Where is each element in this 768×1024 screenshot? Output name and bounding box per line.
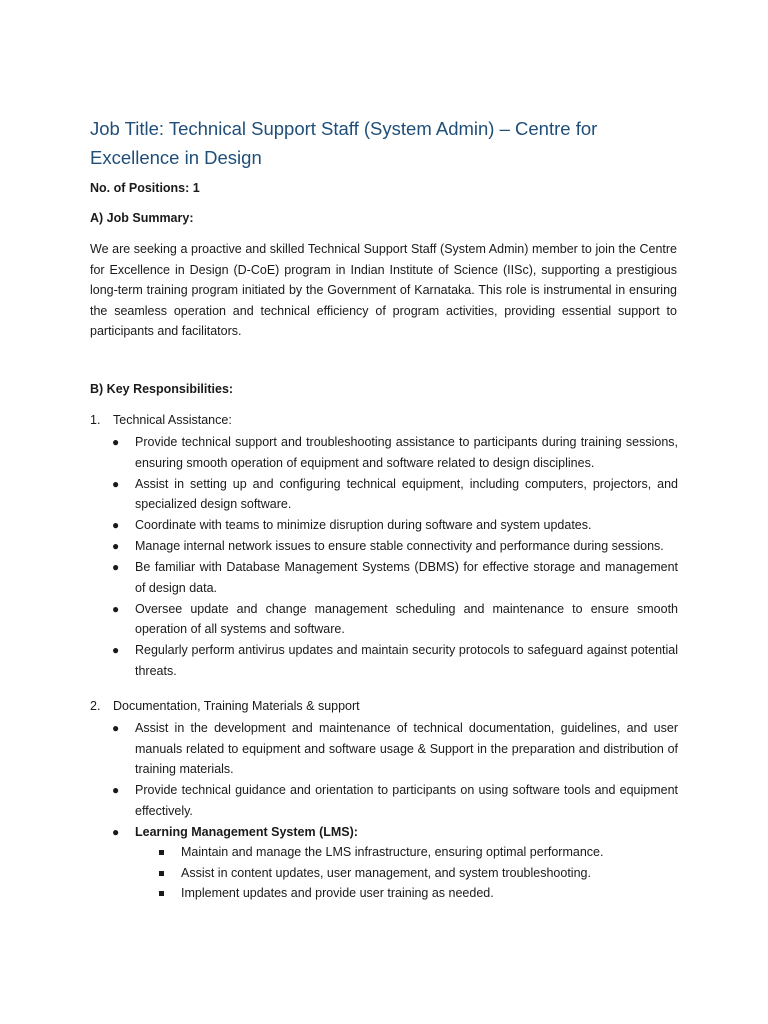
section-2-number: 2.	[90, 699, 101, 713]
section-1-bullet-list	[112, 432, 678, 682]
list-item: ● Regularly perform antivirus updates and maintain security protocols to safeguard against potential threats.	[112, 640, 678, 681]
list-item: Assist in content updates, user management, and system troubleshooting.	[158, 863, 678, 884]
list-item: ● Manage internal network issues to ensure stable connectivity and performance during sessions.	[112, 536, 678, 557]
bullet-icon: ●	[112, 518, 120, 532]
bullet-icon: ●	[112, 721, 120, 735]
lms-heading: Learning Management System (LMS):	[135, 824, 358, 839]
section-2-title	[90, 699, 360, 713]
section-1-label: Technical Assistance:	[113, 413, 232, 427]
lms-sub-bullet-list	[158, 842, 678, 904]
positions-count: No. of Positions: 1	[90, 181, 200, 195]
bullet-icon: ●	[112, 643, 120, 657]
list-item: ● Oversee update and change management scheduling and maintenance to ensure smooth operation of all systems and software.	[112, 599, 678, 640]
list-item: ● Assist in the development and maintenance of technical documentation, guidelines, and user manuals related to equipment and software usage & Support in the preparation and distribution of training materials.	[112, 718, 678, 780]
square-bullet-icon	[159, 850, 164, 855]
summary-paragraph: We are seeking a proactive and skilled Technical Support Staff (System Admin) member to join the Centre for Excellence in Design (D-CoE) program in Indian Institute of Science (IISc), supporting a prestigious long-term training program initiated by the Government of Karnataka. This role is instrumental in ensuring the seamless operation and technical efficiency of program activities, providing essential support to participants and facilitators.	[90, 242, 677, 338]
bullet-icon: ●	[112, 539, 120, 553]
bullet-icon: ●	[112, 476, 120, 491]
responsibilities-heading: B) Key Responsibilities:	[90, 382, 234, 396]
section-2-label: Documentation, Training Materials & support	[113, 699, 360, 713]
summary-heading: A) Job Summary:	[90, 211, 194, 225]
section-1-number: 1.	[90, 413, 101, 427]
list-item: ● Provide technical guidance and orientation to participants on using software tools and equipment effectively.	[112, 780, 678, 821]
bullet-icon: ●	[112, 560, 120, 574]
list-item: ● Assist in setting up and configuring technical equipment, including computers, projectors, and specialized design software.	[112, 474, 678, 515]
bullet-icon: ●	[112, 601, 120, 616]
square-bullet-icon	[159, 891, 164, 896]
list-item: Maintain and manage the LMS infrastructure, ensuring optimal performance.	[158, 842, 678, 863]
square-bullet-icon	[159, 871, 164, 876]
job-title: Job Title: Technical Support Staff (System Admin) – Centre for Excellence in Design	[90, 118, 598, 168]
bullet-icon: ●	[112, 783, 120, 797]
bullet-icon: ●	[112, 824, 120, 839]
bullet-icon: ●	[112, 435, 120, 449]
section-2-bullet-list	[112, 718, 678, 843]
list-item: ● Provide technical support and troubleshooting assistance to participants during training sessions, ensuring smooth operation of equipment and software related to design disciplines.	[112, 432, 678, 473]
list-item: ● Coordinate with teams to minimize disruption during software and system updates.	[112, 515, 678, 536]
section-1-title	[90, 413, 232, 427]
list-item	[112, 822, 678, 843]
list-item: ● Be familiar with Database Management Systems (DBMS) for effective storage and management of design data.	[112, 557, 678, 598]
list-item: Implement updates and provide user training as needed.	[158, 883, 678, 904]
